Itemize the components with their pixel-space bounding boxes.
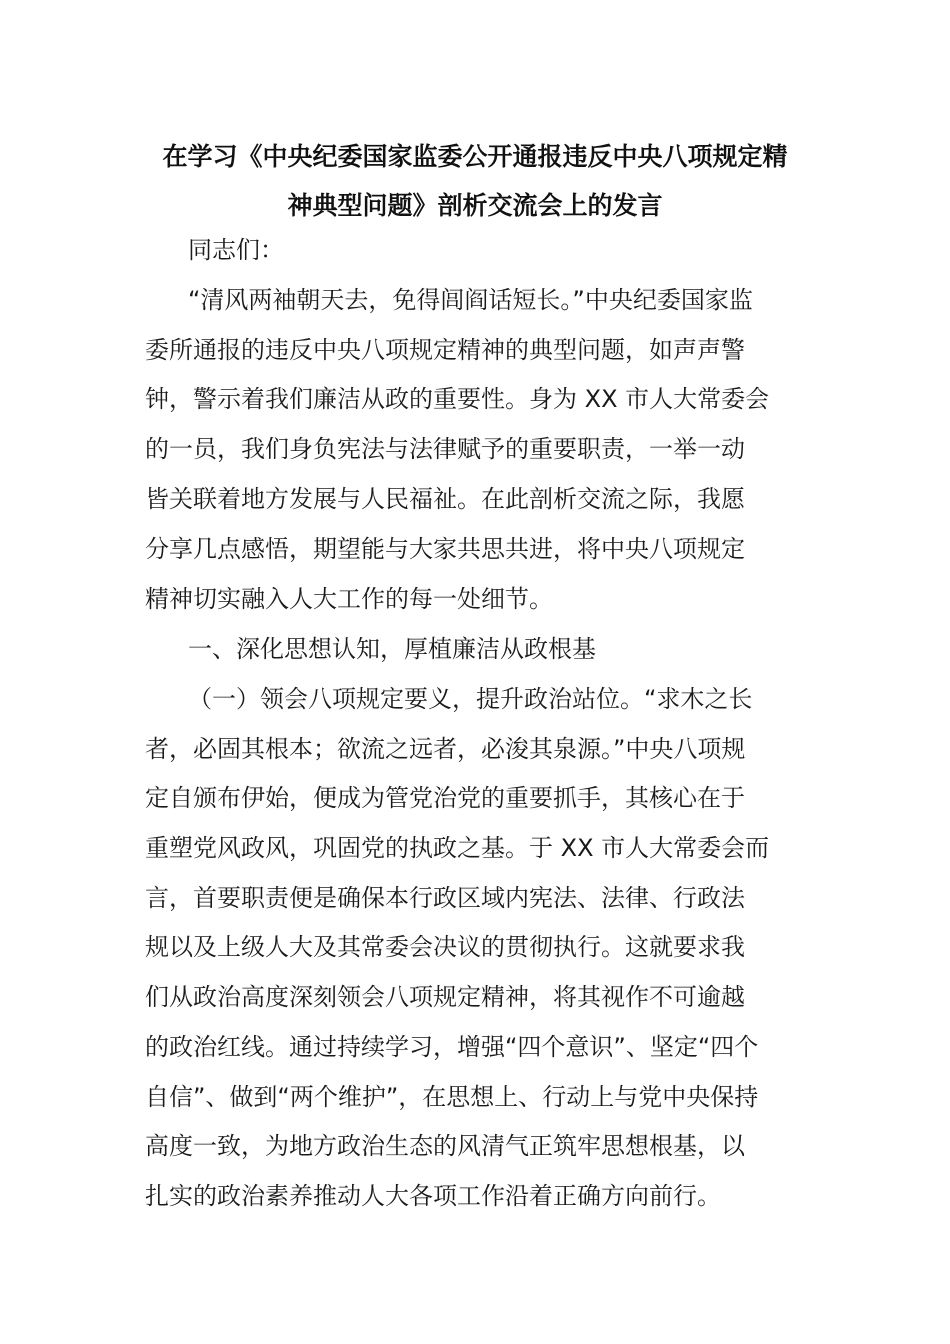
- paragraph-line: 钟，警示着我们廉洁从政的重要性。身为 XX 市人大常委会: [145, 385, 770, 413]
- paragraph-line: 精神切实融入人大工作的每一处细节。: [145, 585, 553, 613]
- paragraph-line: 定自颁布伊始，便成为管党治党的重要抓手，其核心在于: [145, 784, 745, 812]
- paragraph-line: 重塑党风政风，巩固党的执政之基。于 XX 市人大常委会而: [145, 834, 770, 862]
- paragraph-line: 的政治红线。通过持续学习，增强“四个意识”、坚定“四个: [145, 1033, 759, 1061]
- document-title-line-2: 神典型问题》剖析交流会上的发言: [287, 191, 663, 220]
- paragraph-line: 者，必固其根本；欲流之远者，必浚其泉源。”中央八项规: [145, 735, 746, 763]
- paragraph-line: 们从政治高度深刻领会八项规定精神，将其视作不可逾越: [145, 983, 745, 1011]
- section-heading: 一、深化思想认知，厚植廉洁从政根基: [188, 635, 596, 663]
- paragraph-line: 分享几点感悟，期望能与大家共思共进，将中央八项规定: [145, 535, 745, 563]
- paragraph-line: “清风两袖朝天去，免得闾阎话短长。”中央纪委国家监: [188, 286, 753, 314]
- paragraph-line: 扎实的政治素养推动人大各项工作沿着正确方向前行。: [145, 1182, 721, 1210]
- paragraph-line: 规以及上级人大及其常委会决议的贯彻执行。这就要求我: [145, 933, 745, 961]
- paragraph-line: 高度一致，为地方政治生态的风清气正筑牢思想根基，以: [145, 1132, 745, 1160]
- document-title-line-1: 在学习《中央纪委国家监委公开通报违反中央八项规定精: [162, 142, 788, 171]
- paragraph-line: （一）领会八项规定要义，提升政治站位。“求木之长: [188, 685, 753, 713]
- paragraph-line: 自信”、做到“两个维护”，在思想上、行动上与党中央保持: [145, 1083, 759, 1111]
- paragraph-line: 皆关联着地方发展与人民福祉。在此剖析交流之际，我愿: [145, 485, 745, 513]
- paragraph-line: 的一员，我们身负宪法与法律赋予的重要职责，一举一动: [145, 435, 745, 463]
- greeting: 同志们：: [188, 236, 284, 264]
- paragraph-line: 委所通报的违反中央八项规定精神的典型问题，如声声警: [145, 336, 745, 364]
- paragraph-line: 言，首要职责便是确保本行政区域内宪法、法律、行政法: [145, 884, 745, 912]
